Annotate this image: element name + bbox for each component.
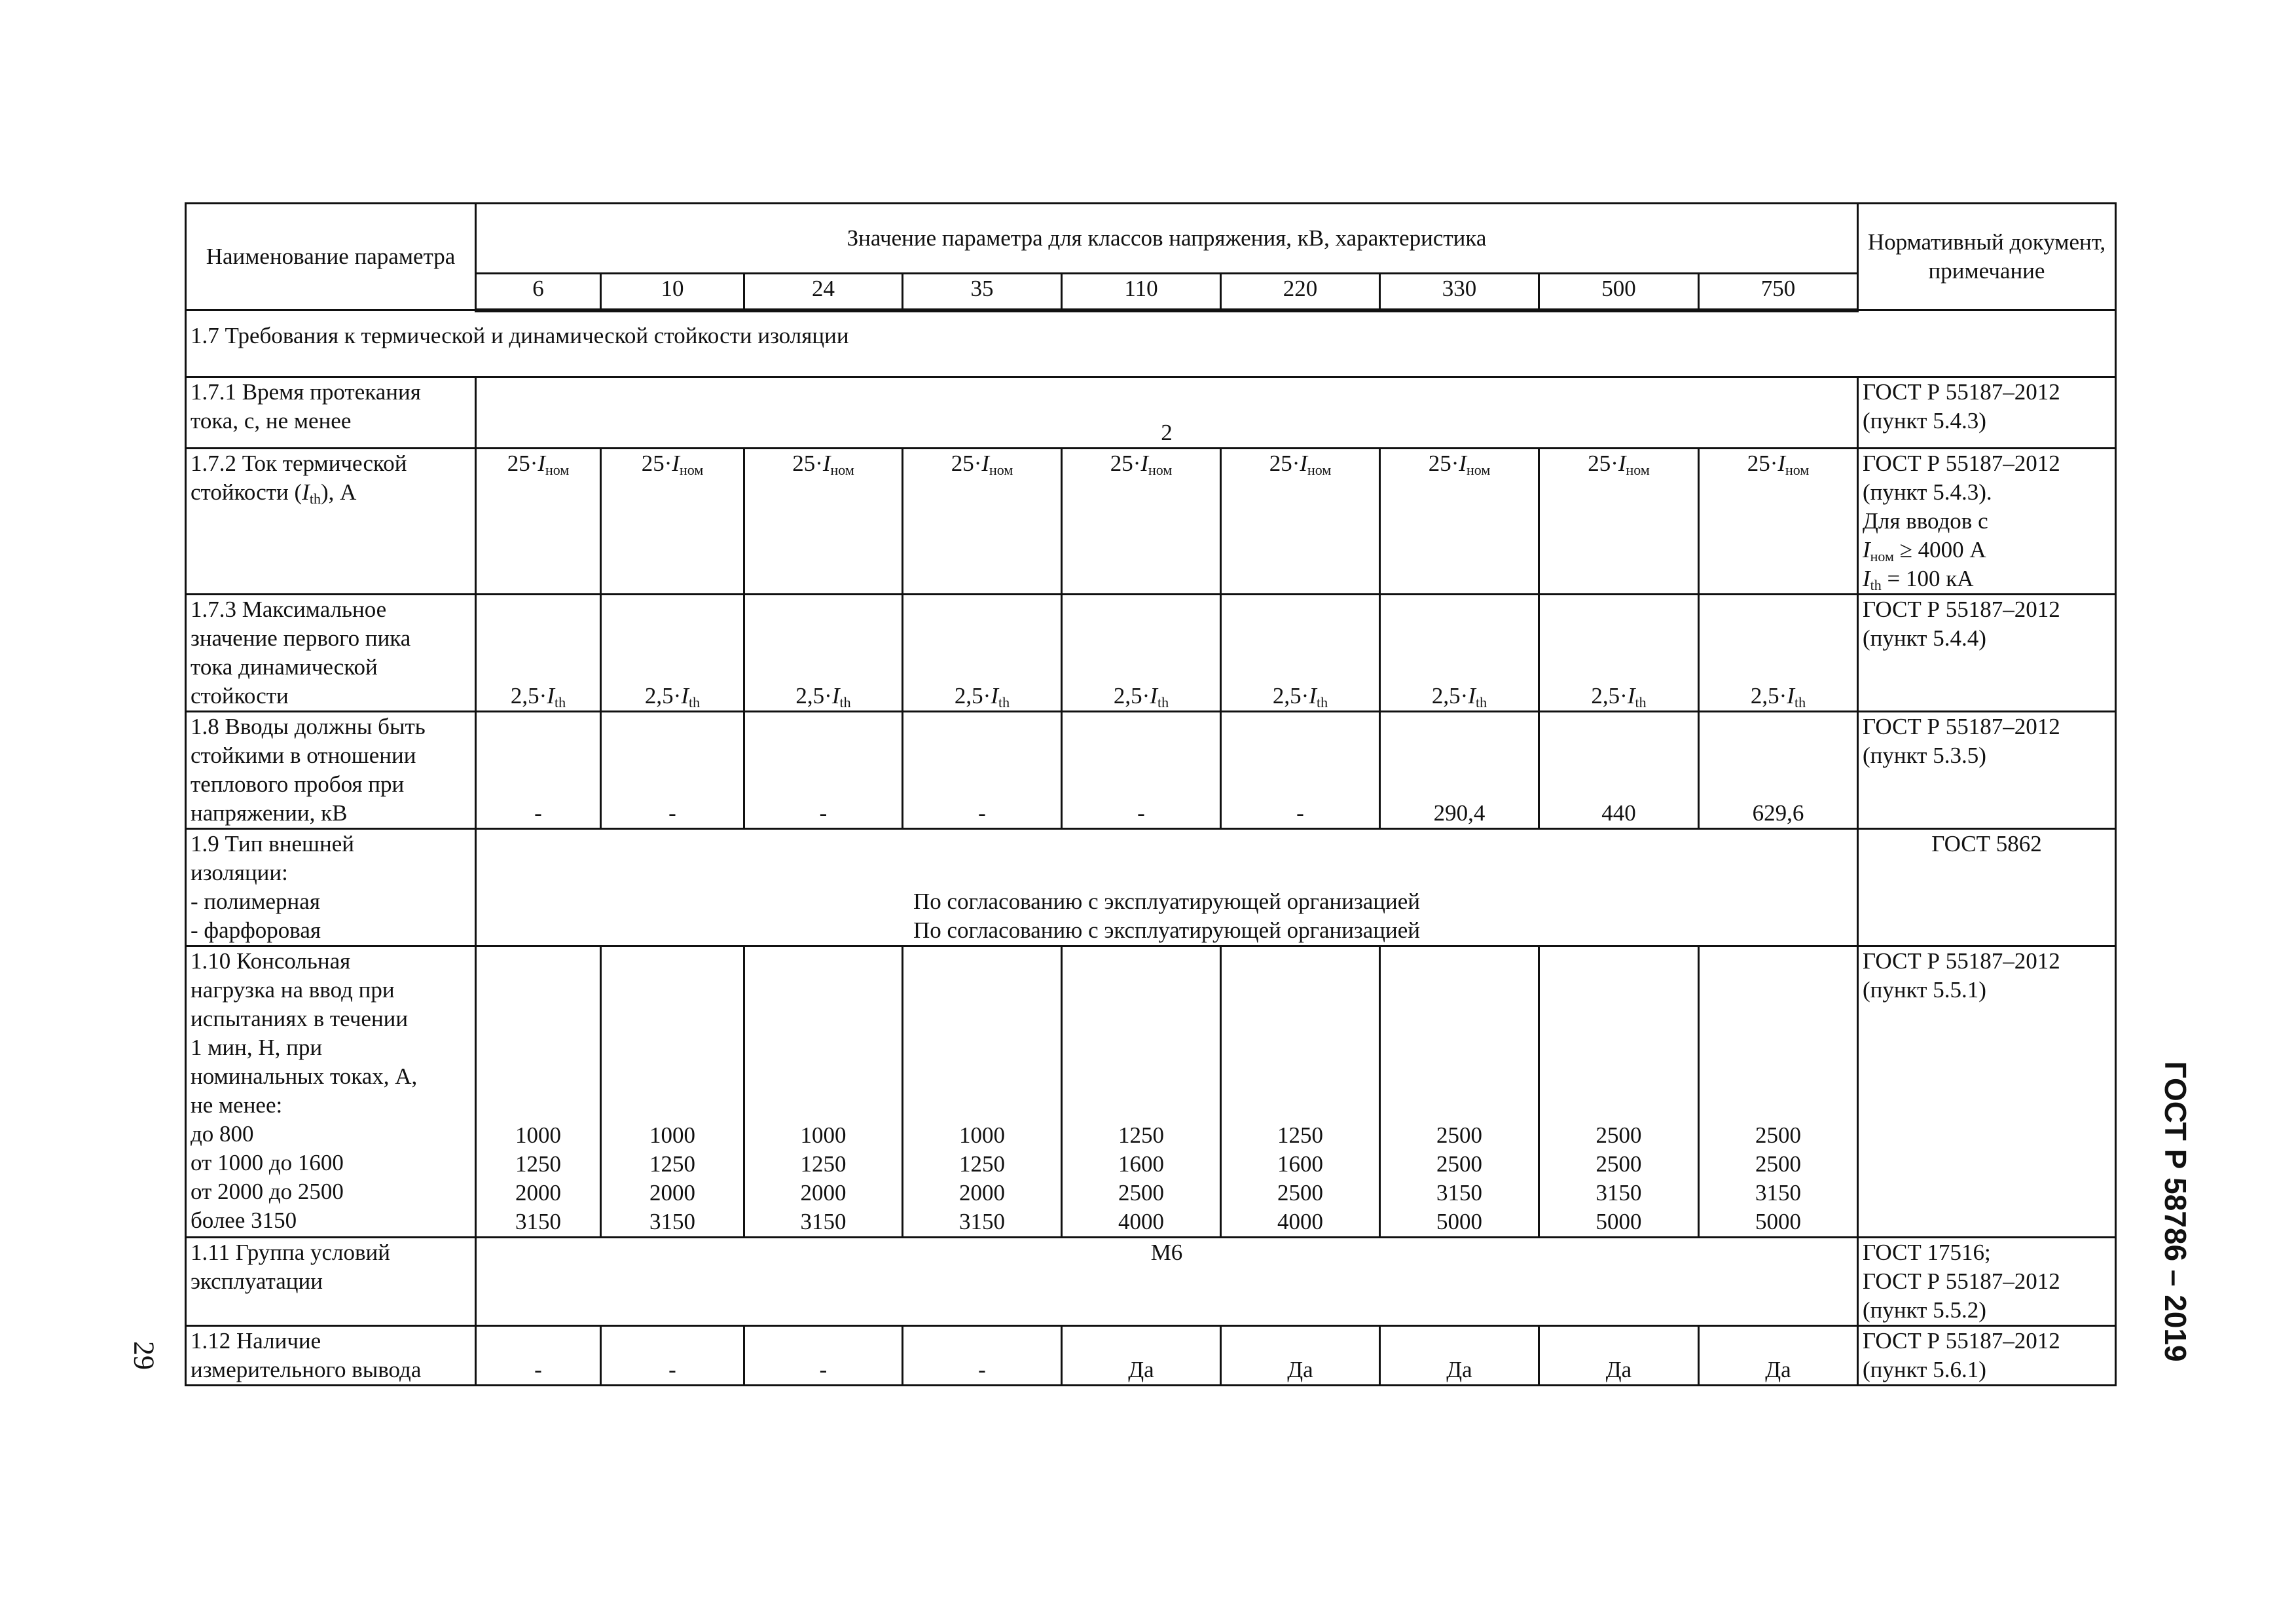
load-value: 2000 bbox=[959, 1180, 1005, 1206]
coef: 2,5· bbox=[1591, 683, 1628, 709]
voltage-cell: 500 bbox=[1539, 274, 1699, 310]
row-1-7-3 bbox=[186, 595, 2116, 712]
row-name-line: значение первого пика bbox=[191, 625, 411, 651]
row-name-line: измерительного вывода bbox=[191, 1357, 422, 1382]
row-name bbox=[186, 1326, 476, 1386]
row-name-line: изоляции: bbox=[191, 860, 288, 885]
symbol-sub: th bbox=[1794, 694, 1806, 710]
norm-line: ГОСТ Р 55187–2012 bbox=[1863, 1268, 2060, 1294]
value-cell: - bbox=[744, 1326, 903, 1386]
row-name-line: 1.11 Группа условий bbox=[191, 1240, 391, 1265]
row-name bbox=[186, 449, 476, 595]
load-value: 2500 bbox=[1755, 1151, 1801, 1177]
row-value: М6 bbox=[476, 1238, 1858, 1326]
norm-line: (пункт 5.5.1) bbox=[1863, 977, 1986, 1003]
norm-line: ГОСТ Р 55187–2012 bbox=[1863, 714, 2060, 739]
symbol-sub: th bbox=[1157, 694, 1169, 710]
value-cell: - bbox=[476, 712, 601, 829]
row-name-line: 1.9 Тип внешней bbox=[191, 831, 354, 857]
value-cell: - bbox=[1062, 712, 1221, 829]
voltage-cell: 750 bbox=[1699, 274, 1858, 310]
value-cell: Да bbox=[1221, 1326, 1380, 1386]
symbol-sub: th bbox=[1870, 577, 1882, 593]
load-value: 1250 bbox=[515, 1151, 561, 1177]
norm-text: = 100 кА bbox=[1881, 566, 1974, 591]
value-cell: 629,6 bbox=[1699, 712, 1858, 829]
coef: 25· bbox=[1747, 451, 1778, 476]
coef: 25· bbox=[1428, 451, 1459, 476]
load-value: 1000 bbox=[649, 1122, 695, 1148]
row-name-line: не менее: bbox=[191, 1092, 283, 1118]
load-value: 1250 bbox=[1118, 1122, 1164, 1148]
voltage-cell: 330 bbox=[1380, 274, 1539, 310]
row-name-line: до 800 bbox=[191, 1121, 254, 1147]
load-value: 4000 bbox=[1118, 1209, 1164, 1234]
symbol-i: I bbox=[1618, 451, 1626, 476]
row-name-line: тока динамической bbox=[191, 654, 378, 680]
symbol-sub: ном bbox=[680, 462, 704, 478]
row-norm bbox=[1858, 377, 2116, 449]
norm-line: (пункт 5.5.2) bbox=[1863, 1297, 1986, 1323]
section-row-1-7 bbox=[186, 310, 2116, 377]
row-name bbox=[186, 712, 476, 829]
value-cell: - bbox=[903, 1326, 1062, 1386]
symbol-i: I bbox=[1150, 683, 1157, 709]
symbol-sub: th bbox=[839, 694, 851, 710]
norm-line: (пункт 5.4.3). bbox=[1863, 479, 1992, 505]
value-cell bbox=[1221, 946, 1380, 1238]
page-number bbox=[124, 1329, 164, 1382]
load-value: 1000 bbox=[959, 1122, 1005, 1148]
row-norm: ГОСТ 5862 bbox=[1858, 829, 2116, 946]
load-value: 1250 bbox=[959, 1151, 1005, 1177]
voltage-cell: 220 bbox=[1221, 274, 1380, 310]
row-name-line: тока, с, не менее bbox=[191, 408, 352, 434]
row-name-line: - фарфоровая bbox=[191, 917, 321, 943]
standard-code-label bbox=[2152, 1061, 2199, 1362]
section-title: 1.7 Требования к термической и динамической стойкости изоляции bbox=[186, 310, 2116, 377]
row-name-line: 1.10 Консольная bbox=[191, 948, 351, 974]
norm-line: (пункт 5.4.3) bbox=[1863, 408, 1986, 434]
symbol-sub: ном bbox=[1870, 548, 1894, 564]
voltage-cell: 24 bbox=[744, 274, 903, 310]
load-value: 1600 bbox=[1118, 1151, 1164, 1177]
value-cell bbox=[744, 946, 903, 1238]
value-cell: Да bbox=[1539, 1326, 1699, 1386]
coef: 2,5· bbox=[954, 683, 991, 709]
load-value: 2000 bbox=[515, 1180, 561, 1206]
row-1-7-2 bbox=[186, 449, 2116, 595]
coef: 25· bbox=[1269, 451, 1300, 476]
voltage-cell: 35 bbox=[903, 274, 1062, 310]
symbol-i: I bbox=[991, 683, 998, 709]
norm-line bbox=[1863, 564, 2111, 593]
symbol-i: I bbox=[1300, 451, 1308, 476]
spacer bbox=[481, 830, 1853, 858]
row-name-line: 1.7.1 Время протекания bbox=[191, 379, 421, 405]
value-cell bbox=[601, 449, 744, 595]
value-cell bbox=[1539, 946, 1699, 1238]
header-norm-cell: Нормативный документ, примечание bbox=[1858, 204, 2116, 310]
load-value: 1600 bbox=[1277, 1151, 1323, 1177]
value-cell bbox=[476, 449, 601, 595]
row-norm bbox=[1858, 1238, 2116, 1326]
symbol-sub: th bbox=[1475, 694, 1487, 710]
value-cell bbox=[744, 595, 903, 712]
load-value: 4000 bbox=[1277, 1209, 1323, 1234]
load-value: 1000 bbox=[515, 1122, 561, 1148]
symbol-i: I bbox=[1468, 683, 1476, 709]
value-cell bbox=[601, 595, 744, 712]
value-cell bbox=[903, 595, 1062, 712]
load-value: 3150 bbox=[515, 1209, 561, 1234]
coef: 2,5· bbox=[1113, 683, 1150, 709]
row-name-line: 1.8 Вводы должны быть bbox=[191, 714, 426, 739]
row-name bbox=[186, 946, 476, 1238]
symbol-i: I bbox=[302, 479, 310, 505]
page-number-text: 29 bbox=[128, 1341, 160, 1370]
value-cell: - bbox=[601, 1326, 744, 1386]
coef: 2,5· bbox=[510, 683, 547, 709]
norm-line: (пункт 5.6.1) bbox=[1863, 1357, 1986, 1382]
load-value: 2500 bbox=[1436, 1122, 1482, 1148]
symbol-i: I bbox=[1787, 683, 1795, 709]
norm-line: ГОСТ Р 55187–2012 bbox=[1863, 597, 2060, 622]
row-norm bbox=[1858, 946, 2116, 1238]
symbol-sub: th bbox=[1635, 694, 1647, 710]
load-value: 2500 bbox=[1595, 1151, 1642, 1177]
row-norm bbox=[1858, 712, 2116, 829]
symbol-i: I bbox=[1140, 451, 1149, 476]
load-value: 2500 bbox=[1436, 1151, 1482, 1177]
symbol-sub: th bbox=[998, 694, 1010, 710]
row-name-line: 1.7.2 Ток термической bbox=[191, 451, 407, 476]
symbol-sub: th bbox=[554, 694, 566, 710]
symbol-sub: ном bbox=[989, 462, 1013, 478]
coef: 2,5· bbox=[795, 683, 832, 709]
coef: 2,5· bbox=[1750, 683, 1787, 709]
row-name-line: стойкости bbox=[191, 683, 289, 709]
norm-line: ГОСТ 17516; bbox=[1863, 1240, 1991, 1265]
value-cell bbox=[1380, 449, 1539, 595]
symbol-i: I bbox=[1309, 683, 1317, 709]
value-cell bbox=[1221, 449, 1380, 595]
value-cell: 290,4 bbox=[1380, 712, 1539, 829]
symbol-i: I bbox=[547, 683, 555, 709]
row-name-line: - полимерная bbox=[191, 889, 320, 914]
norm-line bbox=[1863, 536, 2111, 564]
coef: 25· bbox=[641, 451, 672, 476]
row-name bbox=[186, 595, 476, 712]
row-name-line: номинальных токах, А, bbox=[191, 1063, 418, 1089]
symbol-sub: ном bbox=[545, 462, 570, 478]
row-name-line: стойкими в отношении bbox=[191, 743, 416, 768]
spacer bbox=[481, 858, 1853, 887]
row-name-line: 1.12 Наличие bbox=[191, 1328, 321, 1354]
load-value: 3150 bbox=[1436, 1180, 1482, 1206]
value-cell bbox=[601, 946, 744, 1238]
norm-text: ≥ 4000 А bbox=[1893, 537, 1986, 563]
row-1-7-1 bbox=[186, 377, 2116, 449]
load-value: 1250 bbox=[1277, 1122, 1323, 1148]
row-name-line: теплового пробоя при bbox=[191, 771, 405, 797]
value-cell bbox=[1539, 595, 1699, 712]
voltage-header-row bbox=[186, 274, 2116, 310]
load-value: 2500 bbox=[1755, 1122, 1801, 1148]
value-cell: Да bbox=[1062, 1326, 1221, 1386]
row-norm bbox=[1858, 1326, 2116, 1386]
row-name-line: более 3150 bbox=[191, 1208, 297, 1233]
symbol-sub: th bbox=[688, 694, 701, 710]
coef: 2,5· bbox=[644, 683, 682, 709]
row-name-line: от 1000 до 1600 bbox=[191, 1150, 344, 1175]
load-value: 3150 bbox=[959, 1209, 1005, 1234]
value-cell bbox=[1699, 449, 1858, 595]
load-value: 5000 bbox=[1595, 1209, 1642, 1234]
row-norm bbox=[1858, 595, 2116, 712]
norm-line: Для вводов с bbox=[1863, 508, 1988, 534]
value-cell: - bbox=[601, 712, 744, 829]
value-cell bbox=[1699, 595, 1858, 712]
coef: 2,5· bbox=[1431, 683, 1468, 709]
norm-line: ГОСТ Р 55187–2012 bbox=[1863, 451, 2060, 476]
value-cell bbox=[1380, 595, 1539, 712]
load-value: 3150 bbox=[649, 1209, 695, 1234]
coef: 25· bbox=[1110, 451, 1141, 476]
parameters-table bbox=[185, 202, 2117, 1386]
value-cell: Да bbox=[1699, 1326, 1858, 1386]
value-cell bbox=[903, 449, 1062, 595]
symbol-sub: ном bbox=[1148, 462, 1173, 478]
row-1-11 bbox=[186, 1238, 2116, 1326]
value-cell bbox=[1699, 946, 1858, 1238]
symbol-i: I bbox=[822, 451, 831, 476]
symbol-sub: ном bbox=[830, 462, 854, 478]
value-cell bbox=[1380, 946, 1539, 1238]
row-name-line: от 2000 до 2500 bbox=[191, 1179, 344, 1204]
standard-code-text: ГОСТ Р 58786 – 2019 bbox=[2159, 1061, 2193, 1362]
symbol-i: I bbox=[981, 451, 990, 476]
row-1-10 bbox=[186, 946, 2116, 1238]
coef: 25· bbox=[951, 451, 982, 476]
row-name-line: 1 мин, Н, при bbox=[191, 1035, 323, 1060]
header-row bbox=[186, 204, 2116, 274]
symbol-sub: th bbox=[309, 490, 321, 507]
value-cell: 440 bbox=[1539, 712, 1699, 829]
voltage-cell: 110 bbox=[1062, 274, 1221, 310]
symbol-i: I bbox=[681, 683, 689, 709]
row-value: 2 bbox=[476, 377, 1858, 449]
load-value: 1250 bbox=[800, 1151, 847, 1177]
symbol-i: I bbox=[1627, 683, 1635, 709]
load-value: 2500 bbox=[1118, 1180, 1164, 1206]
voltage-cell: 6 bbox=[476, 274, 601, 310]
row-name bbox=[186, 377, 476, 449]
value-cell: Да bbox=[1380, 1326, 1539, 1386]
voltage-cell: 10 bbox=[601, 274, 744, 310]
value-cell: - bbox=[476, 1326, 601, 1386]
norm-line: (пункт 5.3.5) bbox=[1863, 743, 1986, 768]
symbol-i: I bbox=[831, 683, 840, 709]
row-name-line: эксплуатации bbox=[191, 1268, 323, 1294]
symbol-i: I bbox=[672, 451, 680, 476]
value-polymer: По согласованию с эксплуатирующей организацией bbox=[913, 889, 1421, 914]
coef: 25· bbox=[507, 451, 538, 476]
row-name-line: напряжении, кВ bbox=[191, 800, 348, 826]
symbol-sub: th bbox=[1316, 694, 1328, 710]
row-name bbox=[186, 1238, 476, 1326]
value-cell bbox=[903, 946, 1062, 1238]
symbol-sub: ном bbox=[1626, 462, 1650, 478]
value-cell: - bbox=[744, 712, 903, 829]
row-value bbox=[476, 829, 1858, 946]
load-value: 2500 bbox=[1595, 1122, 1642, 1148]
value-cell bbox=[1062, 595, 1221, 712]
load-value: 3150 bbox=[1755, 1180, 1801, 1206]
value-cell bbox=[1539, 449, 1699, 595]
value-cell bbox=[476, 595, 601, 712]
value-porcelain: По согласованию с эксплуатирующей организацией bbox=[913, 917, 1421, 943]
value-cell bbox=[476, 946, 601, 1238]
symbol-sub: ном bbox=[1467, 462, 1491, 478]
coef: 25· bbox=[1588, 451, 1618, 476]
row-name-line bbox=[191, 478, 471, 507]
norm-line: ГОСТ Р 55187–2012 bbox=[1863, 948, 2060, 974]
value-cell bbox=[744, 449, 903, 595]
norm-line: (пункт 5.4.4) bbox=[1863, 625, 1986, 651]
value-cell: - bbox=[1221, 712, 1380, 829]
load-value: 1250 bbox=[649, 1151, 695, 1177]
coef: 2,5· bbox=[1272, 683, 1309, 709]
load-value: 3150 bbox=[1595, 1180, 1642, 1206]
symbol-i: I bbox=[1863, 566, 1870, 591]
norm-line: ГОСТ Р 55187–2012 bbox=[1863, 379, 2060, 405]
value-cell bbox=[1062, 946, 1221, 1238]
load-value: 1000 bbox=[800, 1122, 847, 1148]
symbol-i: I bbox=[1863, 537, 1870, 563]
name-text: стойкости ( bbox=[191, 479, 302, 505]
row-1-8 bbox=[186, 712, 2116, 829]
coef: 25· bbox=[792, 451, 823, 476]
row-1-12 bbox=[186, 1326, 2116, 1386]
symbol-i: I bbox=[1459, 451, 1467, 476]
load-value: 3150 bbox=[800, 1209, 847, 1234]
name-text: ), А bbox=[320, 479, 357, 505]
load-value: 2000 bbox=[649, 1180, 695, 1206]
header-value-cell: Значение параметра для классов напряжения, кВ, характеристика bbox=[476, 204, 1858, 274]
row-name-line: 1.7.3 Максимальное bbox=[191, 597, 387, 622]
value-cell bbox=[1062, 449, 1221, 595]
load-value: 5000 bbox=[1755, 1209, 1801, 1234]
value-cell bbox=[1221, 595, 1380, 712]
load-value: 2500 bbox=[1277, 1180, 1323, 1206]
row-name-line: испытаниях в течении bbox=[191, 1006, 409, 1031]
row-name bbox=[186, 829, 476, 946]
symbol-sub: ном bbox=[1785, 462, 1810, 478]
value-cell: - bbox=[903, 712, 1062, 829]
norm-line: ГОСТ Р 55187–2012 bbox=[1863, 1328, 2060, 1354]
row-name-line: нагрузка на ввод при bbox=[191, 977, 395, 1003]
symbol-sub: ном bbox=[1307, 462, 1332, 478]
header-name-cell: Наименование параметра bbox=[186, 204, 476, 310]
load-value: 2000 bbox=[800, 1180, 847, 1206]
load-value: 5000 bbox=[1436, 1209, 1482, 1234]
row-norm bbox=[1858, 449, 2116, 595]
symbol-i: I bbox=[1777, 451, 1786, 476]
row-1-9 bbox=[186, 829, 2116, 946]
symbol-i: I bbox=[538, 451, 546, 476]
